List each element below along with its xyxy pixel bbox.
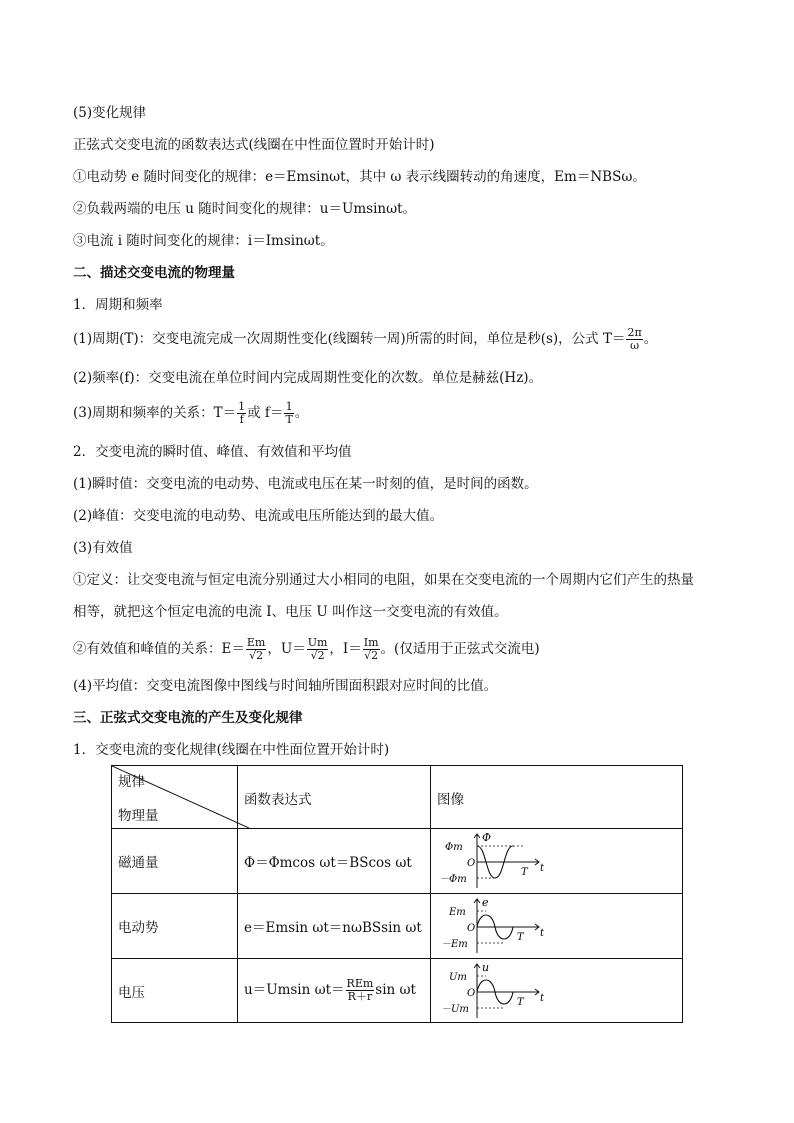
- quantity-name: 电动势: [112, 894, 238, 959]
- text-line: (5)变化规律: [73, 105, 147, 121]
- diagonal-header-cell: [112, 766, 238, 829]
- fraction-numerator: Em: [246, 636, 266, 649]
- fraction: [284, 401, 293, 426]
- fraction-numerator: 2π: [627, 326, 642, 339]
- text-line: 1．交变电流的变化规律(线圈在中性面位置开始计时): [73, 742, 390, 758]
- period-formula-line: [73, 327, 657, 352]
- graph-peak-label: Em: [449, 907, 466, 918]
- graph-period-label: T: [521, 867, 528, 878]
- quantity-name: 电压: [112, 959, 238, 1023]
- graph-period-label: T: [517, 996, 524, 1008]
- quantity-name: 磁通量: [112, 829, 238, 894]
- fraction: [246, 637, 266, 662]
- fraction-numerator: Im: [363, 636, 379, 649]
- text-segment: 或 f＝: [247, 405, 284, 421]
- graph-negative-peak-label: －Um: [441, 1003, 469, 1015]
- table-header-row: [112, 766, 683, 829]
- text-line: ③电流 i 随时间变化的规律：i＝Imsinωt。: [73, 233, 334, 249]
- text-segment: (3)周期和频率的关系：T＝: [73, 405, 237, 421]
- fraction: [626, 327, 642, 352]
- graph-time-label: t: [540, 992, 545, 1004]
- fraction-numerator: 1: [238, 400, 246, 413]
- fraction-denominator: T: [285, 413, 293, 426]
- sine-graph: [437, 896, 547, 956]
- graph-origin-label: O: [467, 923, 476, 934]
- text-segment: (1)周期(T)：交变电流完成一次周期性变化(线圈转一周)所需的时间，单位是秒(s)，公式 T＝: [73, 331, 626, 347]
- text-line: (3)有效值: [73, 540, 133, 556]
- fraction-denominator: ω: [630, 339, 640, 352]
- text-segment: ②有效值和峰值的关系：E＝: [73, 641, 245, 657]
- text-segment: sin ωt: [375, 982, 416, 998]
- cosine-graph: [437, 831, 547, 891]
- graph-peak-label: Um: [449, 971, 467, 983]
- fraction-denominator: √2: [249, 649, 264, 662]
- text-segment: ，I＝: [329, 641, 362, 657]
- fraction-numerator: Um: [307, 636, 328, 649]
- fraction: [363, 637, 380, 662]
- header-rule-label: 规律: [118, 774, 145, 790]
- table-row: [112, 829, 683, 894]
- fraction: [346, 978, 375, 1003]
- fraction-numerator: REm: [346, 977, 374, 990]
- header-graph-cell: 图像: [431, 766, 683, 829]
- graph-y-axis-label: Φ: [482, 831, 492, 844]
- text-line: (2)峰值：交变电流的电动势、电流或电压所能达到的最大值。: [73, 508, 444, 524]
- graph-origin-label: O: [467, 987, 476, 999]
- text-line: ①定义：让交变电流与恒定电流分别通过大小相同的电阻，如果在交变电流的一个周期内它们产生的热量: [73, 572, 694, 588]
- graph-y-axis-label: u: [482, 960, 490, 974]
- graph-time-label: t: [540, 863, 545, 874]
- graph-cell: [431, 894, 683, 959]
- graph-negative-peak-label: －Em: [441, 939, 468, 950]
- fraction: [307, 637, 329, 662]
- graph-origin-label: O: [467, 858, 476, 869]
- text-line: 正弦式交变电流的函数表达式(线圈在中性面位置时开始计时): [73, 137, 435, 153]
- section-heading: 二、描述交变电流的物理量: [73, 265, 235, 281]
- relation-formula-line: [73, 401, 308, 426]
- text-line: 相等，就把这个恒定电流的电流 I、电压 U 叫作这一交变电流的有效值。: [73, 604, 508, 620]
- expression: e＝Emsin ωt＝nωBSsin ωt: [238, 894, 431, 959]
- fraction: [237, 401, 246, 426]
- graph-y-axis-label: e: [482, 896, 489, 909]
- header-quantity-label: 物理量: [118, 808, 159, 824]
- text-segment: 。: [294, 405, 309, 421]
- section-heading: 三、正弦式交变电流的产生及变化规律: [73, 710, 303, 726]
- fraction-numerator: 1: [285, 400, 293, 413]
- text-line: (1)瞬时值：交变电流的电动势、电流或电压在某一时刻的值，是时间的函数。: [73, 476, 538, 492]
- text-line: ②负载两端的电压 u 随时间变化的规律：u＝Umsinωt。: [73, 201, 417, 217]
- header-expression-cell: 函数表达式: [238, 766, 431, 829]
- graph-negative-peak-label: －Φm: [439, 874, 467, 885]
- text-line: ①电动势 e 随时间变化的规律：e＝Emsinωt，其中 ω 表示线圈转动的角速度，Em＝NBSω。: [73, 169, 646, 185]
- text-segment: 。(仅适用于正弦式交流电): [380, 641, 540, 657]
- graph-peak-label: Φm: [445, 842, 463, 853]
- graph-period-label: T: [517, 932, 524, 943]
- text-segment: u＝Umsin ωt＝: [244, 982, 345, 998]
- effective-value-line: [73, 637, 540, 662]
- text-segment: ，U＝: [267, 641, 306, 657]
- graph-cell: [431, 959, 683, 1023]
- text-line: 1．周期和频率: [73, 297, 163, 313]
- expression: Φ＝Φmcos ωt＝BScos ωt: [238, 829, 431, 894]
- text-line: (2)频率(f)：交变电流在单位时间内完成周期性变化的次数。单位是赫兹(Hz)。: [73, 370, 543, 386]
- text-line: (4)平均值：交变电流图像中图线与时间轴所围面积跟对应时间的比值。: [73, 678, 498, 694]
- graph-cell: [431, 829, 683, 894]
- sine-graph: [437, 961, 547, 1021]
- rules-table: [111, 765, 683, 1023]
- table-row: [112, 959, 683, 1023]
- text-line: 2．交变电流的瞬时值、峰值、有效值和平均值: [73, 444, 352, 460]
- text-segment: 。: [643, 331, 658, 347]
- graph-time-label: t: [540, 928, 545, 939]
- expression: [238, 959, 431, 1023]
- fraction-denominator: f: [239, 413, 244, 426]
- fraction-denominator: √2: [310, 649, 325, 662]
- table-row: [112, 894, 683, 959]
- fraction-denominator: √2: [364, 649, 379, 662]
- fraction-denominator: R＋r: [347, 990, 373, 1003]
